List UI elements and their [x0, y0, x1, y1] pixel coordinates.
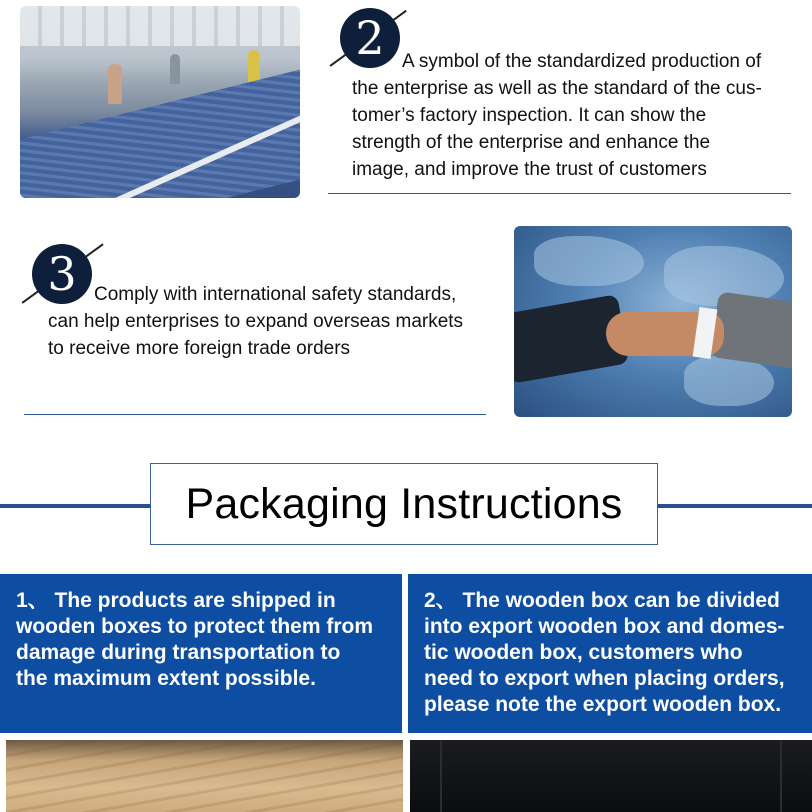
packaging-title-box [150, 463, 658, 545]
number-badge-2: 2 [340, 8, 400, 68]
text-line: the enterprise as well as the standard of the cus- [352, 78, 762, 99]
text-line: tomer’s factory inspection. It can show the [352, 105, 707, 126]
divider-line [24, 414, 486, 415]
text-line: Comply with international safety standards, [94, 284, 457, 305]
factory-photo [20, 6, 300, 198]
text-line: A symbol of the standardized production of [402, 51, 762, 72]
panel-line: 2、 The wooden box can be divided [424, 589, 780, 612]
panel-line: please note the export wooden box. [424, 693, 782, 716]
text-line: image, and improve the trust of customers [352, 159, 707, 180]
container-photo [410, 740, 812, 812]
panel-line: into export wooden box and domes- [424, 615, 785, 638]
packaging-title: Packaging Instructions [185, 479, 623, 528]
text-line: can help enterprises to expand overseas markets [48, 311, 464, 332]
section-2-text [352, 48, 762, 183]
packaging-panel-1 [0, 574, 402, 733]
panel-line: tic wooden box, customers who [424, 641, 743, 664]
packaging-panel-2 [408, 574, 812, 733]
panel-line: 1、 The products are shipped in [16, 589, 336, 612]
number-badge-3: 3 [32, 244, 92, 304]
section-3-text [48, 281, 463, 362]
panel-line: need to export when placing orders, [424, 667, 785, 690]
panel-line: the maximum extent possible. [16, 667, 316, 690]
header-band-left [0, 504, 152, 508]
header-band-right [656, 504, 812, 508]
handshake-photo [514, 226, 792, 417]
panel-line: damage during transportation to [16, 641, 341, 664]
wooden-box-photo [6, 740, 403, 812]
divider-line [328, 193, 791, 194]
text-line: strength of the enterprise and enhance the [352, 132, 711, 153]
text-line: to receive more foreign trade orders [48, 338, 351, 359]
panel-line: wooden boxes to protect them from [16, 615, 374, 638]
